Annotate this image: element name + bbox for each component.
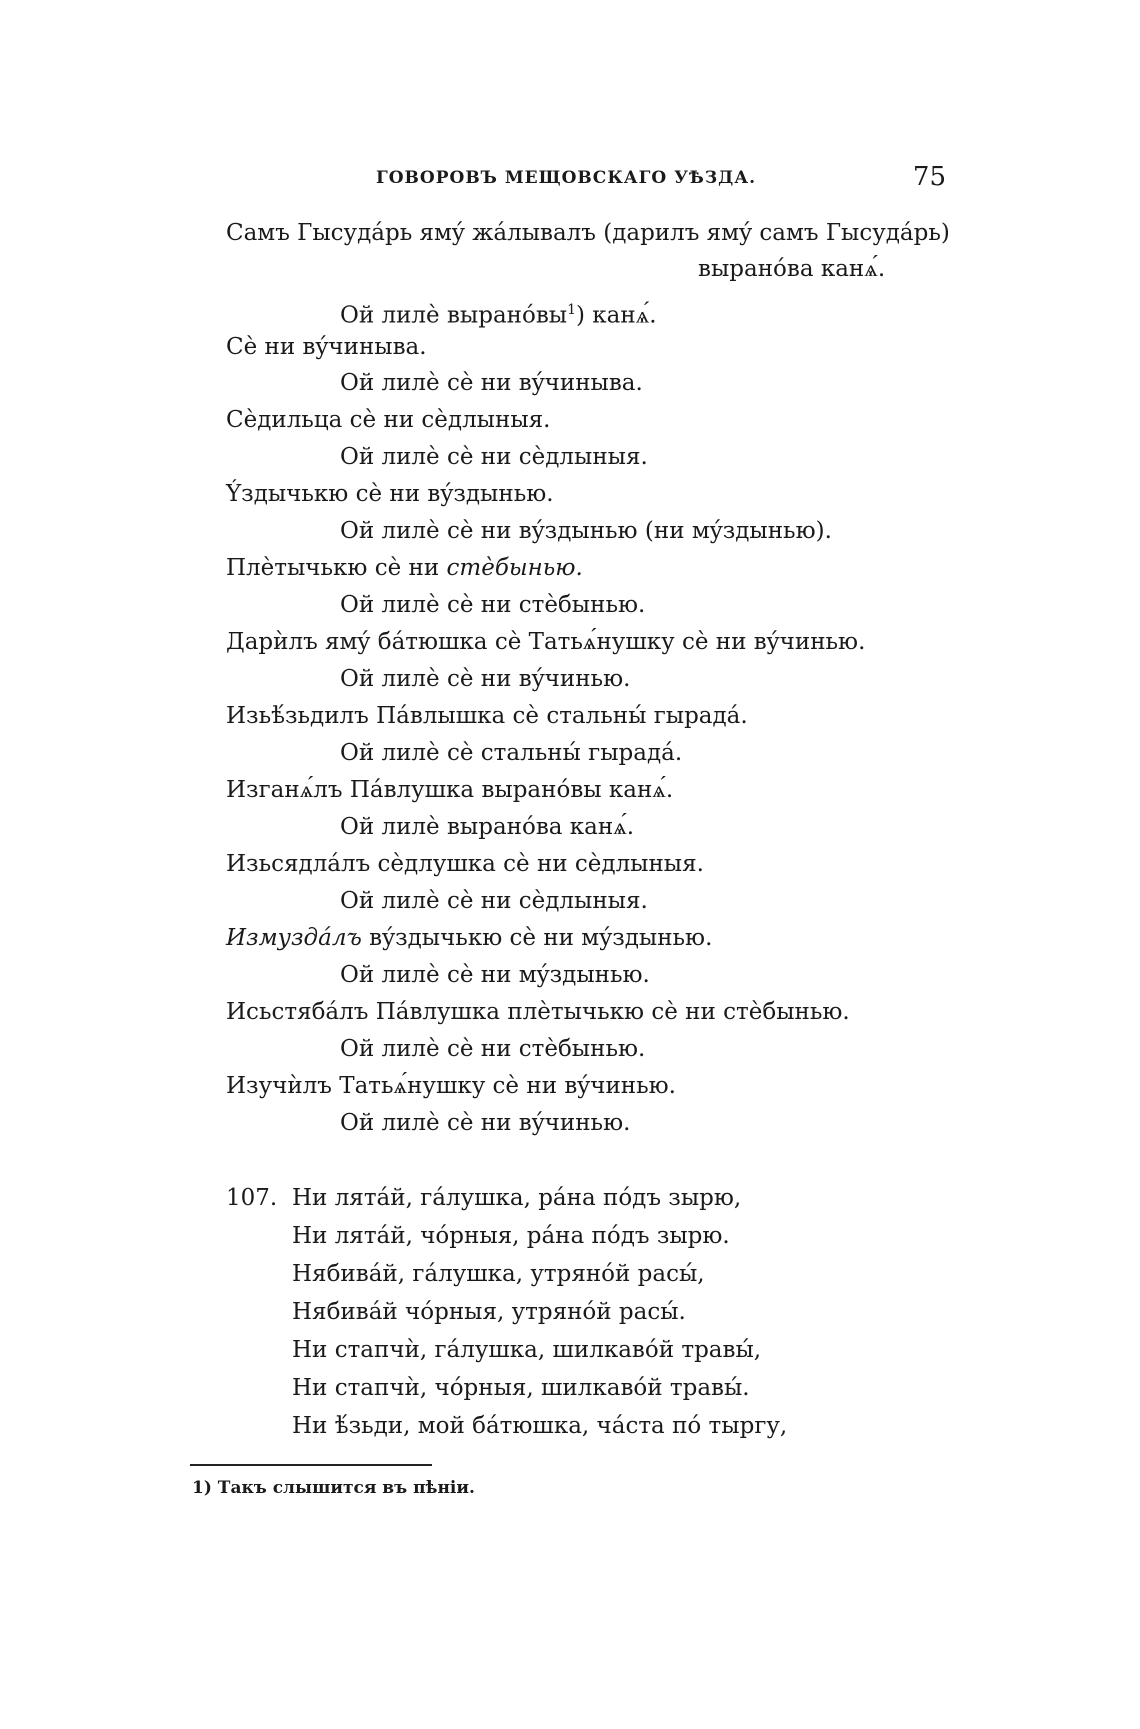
song-number: 107. xyxy=(226,1185,278,1211)
verse-line-refrain: Ой лилѐ сѐ ни сѐдлыныя. xyxy=(340,444,648,470)
verse-line: Ýздычькю сѐ ни вýздынью. xyxy=(226,481,554,507)
verse-line-refrain xyxy=(340,295,657,331)
song-107-first-line xyxy=(226,1183,741,1213)
verse-line: Сѐ ни вýчиныва. xyxy=(226,334,427,360)
verse-line: Самъ Гысудáрь ямý жáлывалъ (дарилъ ямý самъ Гысудáрь) xyxy=(226,220,950,246)
verse-line-refrain: Ой лилѐ сѐ ни стѐбынью. xyxy=(340,592,646,618)
footnote: 1) Такъ слышится въ пѣніи. xyxy=(192,1478,475,1498)
verse-line-refrain: Ой лилѐ выранóва канѧ́. xyxy=(340,814,635,840)
footnote-separator xyxy=(190,1464,432,1466)
song-107-line: Ни ѣ́зьди, мой бáтюшка, чáста пó тыргу, xyxy=(292,1413,788,1439)
verse-text: ) канѧ́. xyxy=(576,302,657,329)
verse-line: Изучѝлъ Татьѧ́нушку сѐ ни вýчинью. xyxy=(226,1073,676,1099)
verse-line-refrain: Ой лилѐ сѐ стальны́ гырадá. xyxy=(340,740,683,766)
song-107-line: Ни стапчѝ, гáлушка, шилкавóй травы́, xyxy=(292,1337,762,1363)
song-107-line: Нябивáй чóрныя, утрянóй расы́. xyxy=(292,1299,686,1325)
verse-line: Изьсядлáлъ сѐдлушка сѐ ни сѐдлыныя. xyxy=(226,851,704,877)
verse-text-italic: Измуздáлъ xyxy=(226,925,362,951)
verse-line: Дарѝлъ ямý бáтюшка сѐ Татьѧ́нушку сѐ ни вýчинью. xyxy=(226,629,866,655)
verse-text: Ой лилѐ выранóвы xyxy=(340,302,568,329)
verse-line: Изьѣ́зьдилъ Пáвлышка сѐ стальны́ гырадá. xyxy=(226,703,748,729)
verse-line-refrain: Ой лилѐ сѐ ни сѐдлыныя. xyxy=(340,888,648,914)
song-107-line: Ни стапчѝ, чóрныя, шилкавóй травы́. xyxy=(292,1375,750,1401)
verse-text-italic: стѐбынью. xyxy=(446,555,583,581)
verse-text: вýздычькю сѐ ни мýздынью. xyxy=(361,925,713,951)
song-107-line: Нябивáй, гáлушка, утрянóй расы́, xyxy=(292,1261,705,1287)
header-title: ГОВОРОВЪ МЕЩОВСКАГО УѢЗДА. xyxy=(376,168,757,188)
verse-text: Плѐтычькю сѐ ни xyxy=(226,555,447,581)
verse-text: Ни лятáй, гáлушка, рáна пóдъ зырю, xyxy=(292,1185,742,1211)
verse-line-continuation: выранóва канѧ́. xyxy=(698,256,886,282)
verse-line-refrain: Ой лилѐ сѐ ни вýчинью. xyxy=(340,1110,631,1136)
verse-line-refrain: Ой лилѐ сѐ ни вýздынью (ни мýздынью). xyxy=(340,518,832,544)
verse-line-refrain: Ой лилѐ сѐ ни мýздынью. xyxy=(340,962,650,988)
verse-line: Изганѧ́лъ Пáвлушка выранóвы канѧ́. xyxy=(226,777,674,803)
footnote-marker: 1 xyxy=(567,302,577,318)
verse-line-refrain: Ой лилѐ сѐ ни вýчиныва. xyxy=(340,370,643,396)
verse-line xyxy=(226,923,712,953)
page-number: 75 xyxy=(912,162,946,192)
verse-line: Сѐдильца сѐ ни сѐдлыныя. xyxy=(226,407,551,433)
verse-line-refrain: Ой лилѐ сѐ ни стѐбынью. xyxy=(340,1036,646,1062)
verse-line: Исьстябáлъ Пáвлушка плѐтычькю сѐ ни стѐбынью. xyxy=(226,999,850,1025)
song-107-line: Ни лятáй, чóрныя, рáна пóдъ зырю. xyxy=(292,1223,730,1249)
running-header xyxy=(376,162,946,192)
verse-line xyxy=(226,553,583,583)
verse-line-refrain: Ой лилѐ сѐ ни вýчинью. xyxy=(340,666,631,692)
